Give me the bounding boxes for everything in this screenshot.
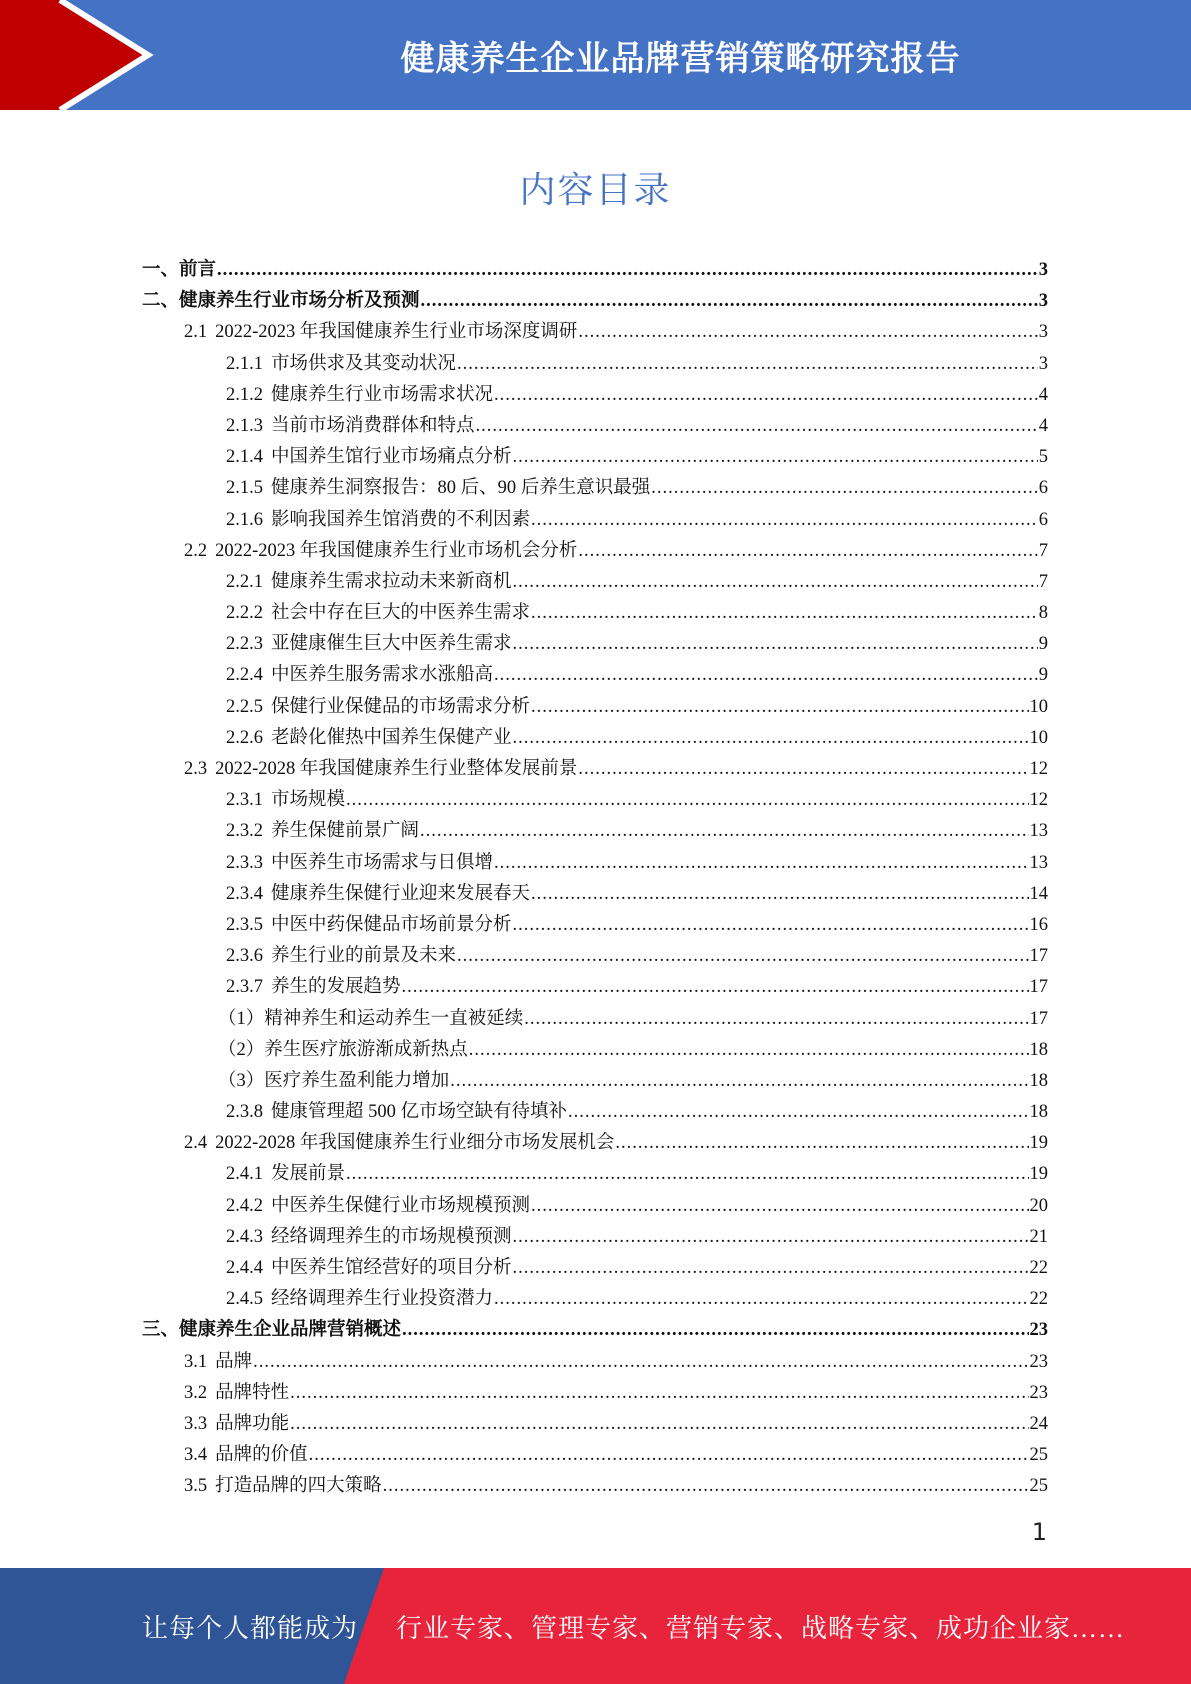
toc-entry-label bbox=[226, 972, 401, 1003]
toc-entry-number: 3.1 bbox=[184, 1351, 208, 1372]
toc-entry[interactable] bbox=[142, 1066, 1048, 1097]
toc-dot-leader bbox=[290, 1378, 1028, 1409]
toc-entry-page: 3 bbox=[1038, 322, 1048, 343]
toc-entry-text: 发展前景 bbox=[271, 1164, 346, 1185]
toc-entry-page: 17 bbox=[1029, 977, 1048, 998]
toc-entry-label bbox=[218, 1066, 450, 1097]
toc-entry-number: 2.1.6 bbox=[226, 509, 263, 530]
toc-entry-page: 20 bbox=[1029, 1195, 1048, 1216]
toc-entry-page: 12 bbox=[1029, 759, 1048, 779]
toc-entry-page: 13 bbox=[1029, 821, 1048, 842]
toc-entry[interactable] bbox=[142, 380, 1048, 411]
toc-entry-number: 2.4.3 bbox=[226, 1226, 263, 1247]
page-header bbox=[0, 0, 1191, 110]
toc-entry-page: 19 bbox=[1029, 1133, 1048, 1154]
toc-entry-text: 保健行业保健品的市场需求分析 bbox=[271, 696, 531, 717]
toc-entry-text: 打造品牌的四大策略 bbox=[215, 1476, 382, 1497]
toc-entry[interactable] bbox=[142, 1284, 1048, 1315]
toc-entry[interactable] bbox=[142, 286, 1048, 317]
toc-entry-number: 2.3.3 bbox=[226, 852, 263, 873]
toc-entry[interactable] bbox=[142, 1159, 1048, 1190]
toc-entry[interactable] bbox=[142, 1315, 1048, 1346]
toc-entry-text: 品牌功能 bbox=[215, 1413, 290, 1434]
toc-entry-number: 2.1.4 bbox=[226, 447, 263, 468]
toc-dot-leader bbox=[494, 848, 1028, 879]
header-arrow-graphic bbox=[0, 0, 200, 110]
toc-entry-text: 中医养生市场需求与日俱增 bbox=[271, 852, 494, 873]
toc-entry-page: 9 bbox=[1038, 634, 1048, 655]
toc-entry[interactable] bbox=[142, 754, 1048, 785]
toc-entry-text: 2022-2028 年我国健康养生行业整体发展前景 bbox=[215, 759, 578, 779]
toc-dot-leader bbox=[217, 255, 1038, 286]
toc-entry-page: 23 bbox=[1029, 1382, 1048, 1403]
toc-entry-number: 2.4.5 bbox=[226, 1289, 263, 1310]
toc-entry-number: 2.3.7 bbox=[226, 977, 263, 998]
toc-entry-page: 4 bbox=[1038, 415, 1048, 436]
toc-dot-leader bbox=[651, 473, 1037, 504]
toc-entry-label bbox=[226, 442, 512, 473]
toc-entry-page: 18 bbox=[1029, 1102, 1048, 1123]
toc-entry-label bbox=[184, 536, 577, 567]
toc-entry-label bbox=[184, 1378, 289, 1409]
toc-entry-number: 2.2.4 bbox=[226, 665, 263, 686]
table-of-contents bbox=[142, 255, 1048, 1503]
toc-dot-leader bbox=[513, 567, 1038, 598]
toc-entry-number: 2.3.4 bbox=[226, 883, 263, 904]
toc-entry-label bbox=[142, 1315, 401, 1346]
toc-entry-text: 2022-2023 年我国健康养生行业市场深度调研 bbox=[215, 322, 578, 343]
toc-entry-text: 中医养生服务需求水涨船高 bbox=[271, 665, 494, 686]
toc-dot-leader bbox=[402, 972, 1029, 1003]
toc-entry-label bbox=[226, 629, 512, 660]
toc-entry-text: 二、健康养生行业市场分析及预测 bbox=[142, 291, 420, 312]
toc-entry[interactable] bbox=[142, 1409, 1048, 1440]
toc-entry-label bbox=[226, 505, 530, 536]
toc-dot-leader bbox=[513, 1253, 1029, 1284]
toc-entry-text: 中医养生保健行业市场规模预测 bbox=[271, 1195, 531, 1216]
toc-dot-leader bbox=[513, 723, 1029, 754]
toc-entry-label bbox=[226, 910, 512, 941]
toc-entry-number: 2.1.3 bbox=[226, 415, 263, 436]
toc-entry-number: 2.4.2 bbox=[226, 1195, 263, 1216]
toc-entry-text: 健康养生需求拉动未来新商机 bbox=[271, 571, 512, 592]
toc-dot-leader bbox=[513, 629, 1038, 660]
toc-entry-text: 品牌特性 bbox=[215, 1382, 290, 1403]
toc-entry-label bbox=[226, 1159, 345, 1190]
toc-entry-text: 品牌的价值 bbox=[215, 1445, 308, 1466]
toc-entry-label bbox=[226, 1253, 512, 1284]
toc-entry[interactable] bbox=[142, 1191, 1048, 1222]
toc-dot-leader bbox=[346, 785, 1028, 816]
toc-entry-label bbox=[226, 816, 419, 847]
toc-dot-leader bbox=[568, 1097, 1028, 1128]
toc-dot-leader bbox=[383, 1471, 1029, 1502]
toc-entry-label bbox=[184, 1440, 308, 1471]
toc-dot-leader bbox=[524, 1004, 1028, 1035]
toc-entry-label bbox=[226, 1097, 567, 1128]
toc-dot-leader bbox=[615, 1128, 1028, 1159]
toc-dot-leader bbox=[513, 910, 1029, 941]
toc-entry[interactable] bbox=[142, 349, 1048, 380]
toc-entry-page: 8 bbox=[1038, 603, 1048, 624]
toc-entry-label bbox=[184, 1471, 382, 1502]
toc-dot-leader bbox=[513, 1222, 1029, 1253]
toc-entry-number: 2.4.1 bbox=[226, 1164, 263, 1185]
toc-entry-number: 3.3 bbox=[184, 1413, 208, 1434]
toc-entry[interactable] bbox=[142, 505, 1048, 536]
toc-entry[interactable] bbox=[142, 692, 1048, 723]
toc-entry-label bbox=[226, 692, 530, 723]
toc-entry[interactable] bbox=[142, 536, 1048, 567]
toc-entry-page: 23 bbox=[1029, 1320, 1048, 1341]
toc-entry-text: 市场规模 bbox=[271, 790, 346, 811]
toc-entry-number: 2.4.4 bbox=[226, 1258, 263, 1278]
toc-dot-leader bbox=[531, 692, 1028, 723]
toc-entry-page: 25 bbox=[1029, 1445, 1048, 1466]
toc-dot-leader bbox=[457, 941, 1028, 972]
footer-slogan-right: 行业专家、管理专家、营销专家、战略专家、成功企业家…… bbox=[396, 1613, 1126, 1643]
toc-entry-text: 一、前言 bbox=[142, 260, 217, 280]
toc-entry-number: 2.2.5 bbox=[226, 696, 263, 717]
toc-dot-leader bbox=[513, 442, 1038, 473]
toc-entry-text: 健康养生保健行业迎来发展春天 bbox=[271, 883, 531, 904]
toc-entry-label bbox=[184, 317, 577, 348]
toc-entry-page: 7 bbox=[1038, 540, 1048, 561]
toc-entry[interactable] bbox=[142, 879, 1048, 910]
toc-entry-text: 品牌 bbox=[215, 1351, 253, 1372]
toc-dot-leader bbox=[420, 816, 1028, 847]
toc-entry[interactable] bbox=[142, 723, 1048, 754]
toc-entry-number: 3.4 bbox=[184, 1445, 208, 1466]
toc-entry-label bbox=[184, 754, 577, 785]
toc-entry-label bbox=[226, 1191, 530, 1222]
toc-entry-page: 21 bbox=[1029, 1226, 1048, 1247]
toc-entry-text: 养生的发展趋势 bbox=[271, 977, 401, 998]
toc-dot-leader bbox=[494, 1284, 1028, 1315]
toc-entry-label bbox=[226, 380, 493, 411]
toc-entry-text: 健康养生行业市场需求状况 bbox=[271, 384, 494, 405]
toc-entry[interactable] bbox=[142, 1035, 1048, 1066]
toc-entry-page: 22 bbox=[1029, 1258, 1048, 1278]
toc-entry[interactable] bbox=[142, 785, 1048, 816]
toc-entry[interactable] bbox=[142, 972, 1048, 1003]
toc-entry-page: 16 bbox=[1029, 914, 1048, 935]
toc-entry-page: 14 bbox=[1029, 883, 1048, 904]
footer-slogan-left: 让每个人都能成为 bbox=[142, 1613, 359, 1643]
toc-dot-leader bbox=[450, 1066, 1028, 1097]
toc-entry[interactable] bbox=[142, 567, 1048, 598]
toc-entry-text: 2022-2028 年我国健康养生行业细分市场发展机会 bbox=[215, 1133, 615, 1154]
toc-entry-text: 养生保健前景广阔 bbox=[271, 821, 420, 842]
report-title: 健康养生企业品牌营销策略研究报告 bbox=[400, 38, 961, 79]
page-footer bbox=[0, 1568, 1191, 1684]
toc-entry[interactable] bbox=[142, 1347, 1048, 1378]
toc-dot-leader bbox=[309, 1440, 1029, 1471]
toc-entry[interactable] bbox=[142, 317, 1048, 348]
toc-entry-number: 2.2 bbox=[184, 540, 208, 561]
toc-entry-page: 5 bbox=[1038, 447, 1048, 468]
toc-entry-label bbox=[184, 1128, 614, 1159]
toc-entry[interactable] bbox=[142, 411, 1048, 442]
toc-entry-page: 18 bbox=[1029, 1039, 1048, 1060]
toc-entry[interactable] bbox=[142, 442, 1048, 473]
toc-entry-number: 2.3 bbox=[184, 759, 208, 779]
toc-entry-label bbox=[226, 349, 456, 380]
toc-entry[interactable] bbox=[142, 1378, 1048, 1409]
toc-dot-leader bbox=[290, 1409, 1028, 1440]
toc-entry-label bbox=[226, 1222, 512, 1253]
toc-entry-text: 市场供求及其变动状况 bbox=[271, 353, 457, 374]
toc-entry-text: 健康养生洞察报告：80 后、90 后养生意识最强 bbox=[271, 478, 651, 499]
toc-entry-label bbox=[226, 567, 512, 598]
toc-entry-label bbox=[218, 1035, 468, 1066]
toc-entry[interactable] bbox=[142, 1440, 1048, 1471]
toc-entry[interactable] bbox=[142, 1004, 1048, 1035]
toc-entry[interactable] bbox=[142, 816, 1048, 847]
toc-entry-text: 经络调理养生的市场规模预测 bbox=[271, 1226, 512, 1247]
toc-entry-label bbox=[184, 1409, 289, 1440]
toc-entry-page: 3 bbox=[1038, 260, 1048, 280]
toc-entry-page: 17 bbox=[1029, 1008, 1048, 1029]
toc-entry-text: 社会中存在巨大的中医养生需求 bbox=[271, 603, 531, 624]
toc-entry[interactable] bbox=[142, 1253, 1048, 1284]
toc-entry-label bbox=[142, 255, 216, 286]
toc-entry-number: 2.1.2 bbox=[226, 384, 263, 405]
toc-entry-page: 17 bbox=[1029, 946, 1048, 967]
toc-entry-label bbox=[184, 1347, 252, 1378]
toc-entry-number: 2.2.6 bbox=[226, 727, 263, 748]
toc-dot-leader bbox=[476, 411, 1038, 442]
toc-entry[interactable] bbox=[142, 598, 1048, 629]
toc-entry-text: （1）精神养生和运动养生一直被延续 bbox=[218, 1008, 524, 1029]
toc-entry-number: 3.2 bbox=[184, 1382, 208, 1403]
toc-entry[interactable] bbox=[142, 255, 1048, 286]
toc-entry-page: 9 bbox=[1038, 665, 1048, 686]
toc-dot-leader bbox=[531, 1191, 1028, 1222]
toc-entry-label bbox=[226, 848, 493, 879]
toc-entry-number: 2.2.2 bbox=[226, 603, 263, 624]
toc-entry-label bbox=[226, 785, 345, 816]
toc-entry-label bbox=[226, 941, 456, 972]
toc-dot-leader bbox=[402, 1315, 1028, 1346]
toc-dot-leader bbox=[531, 505, 1038, 536]
toc-entry-page: 19 bbox=[1029, 1164, 1048, 1185]
toc-entry-page: 13 bbox=[1029, 852, 1048, 873]
toc-entry-text: 影响我国养生馆消费的不利因素 bbox=[271, 509, 531, 530]
page-number: 1 bbox=[1031, 1518, 1047, 1546]
toc-entry-page: 10 bbox=[1029, 696, 1048, 717]
toc-entry-page: 18 bbox=[1029, 1070, 1048, 1091]
toc-dot-leader bbox=[469, 1035, 1029, 1066]
toc-dot-leader bbox=[494, 380, 1038, 411]
toc-dot-leader bbox=[578, 754, 1028, 785]
toc-entry-label bbox=[218, 1004, 524, 1035]
toc-entry[interactable] bbox=[142, 660, 1048, 691]
toc-heading: 内容目录 bbox=[519, 170, 672, 211]
toc-entry-number: 3.5 bbox=[184, 1476, 208, 1497]
toc-entry-label bbox=[226, 879, 530, 910]
toc-entry-text: 养生行业的前景及未来 bbox=[271, 946, 457, 967]
toc-entry-number: 2.2.1 bbox=[226, 571, 263, 592]
toc-entry-label bbox=[226, 411, 475, 442]
toc-entry-page: 7 bbox=[1038, 571, 1048, 592]
toc-dot-leader bbox=[578, 317, 1037, 348]
toc-entry-number: 2.3.6 bbox=[226, 946, 263, 967]
toc-entry-text: 中医养生馆经营好的项目分析 bbox=[271, 1258, 512, 1278]
toc-entry-label bbox=[226, 660, 493, 691]
toc-entry[interactable] bbox=[142, 941, 1048, 972]
toc-entry[interactable] bbox=[142, 473, 1048, 504]
toc-entry-label bbox=[226, 1284, 493, 1315]
toc-dot-leader bbox=[457, 349, 1038, 380]
toc-entry[interactable] bbox=[142, 1128, 1048, 1159]
toc-entry-text: 老龄化催热中国养生保健产业 bbox=[271, 727, 512, 748]
toc-entry-number: 2.1.5 bbox=[226, 478, 263, 499]
toc-entry-text: 中国养生馆行业市场痛点分析 bbox=[271, 447, 512, 468]
toc-entry-number: 2.2.3 bbox=[226, 634, 263, 655]
toc-entry-number: 2.1.1 bbox=[226, 353, 263, 374]
toc-entry-number: 2.3.5 bbox=[226, 914, 263, 935]
toc-entry-text: 亚健康催生巨大中医养生需求 bbox=[271, 634, 512, 655]
toc-entry-label bbox=[226, 473, 650, 504]
toc-entry-page: 22 bbox=[1029, 1289, 1048, 1310]
toc-entry-page: 4 bbox=[1038, 384, 1048, 405]
toc-dot-leader bbox=[578, 536, 1037, 567]
toc-entry-page: 3 bbox=[1038, 353, 1048, 374]
toc-entry[interactable] bbox=[142, 848, 1048, 879]
toc-entry-number: 2.3.2 bbox=[226, 821, 263, 842]
toc-entry-page: 3 bbox=[1038, 291, 1048, 312]
toc-entry-text: 中医中药保健品市场前景分析 bbox=[271, 914, 512, 935]
toc-entry-number: 2.3.8 bbox=[226, 1102, 263, 1123]
toc-entry[interactable] bbox=[142, 1222, 1048, 1253]
toc-entry-text: （3）医疗养生盈利能力增加 bbox=[218, 1070, 450, 1091]
toc-entry-page: 23 bbox=[1029, 1351, 1048, 1372]
toc-entry-number: 2.1 bbox=[184, 322, 208, 343]
toc-entry-text: 经络调理养生行业投资潜力 bbox=[271, 1289, 494, 1310]
toc-dot-leader bbox=[531, 879, 1028, 910]
toc-entry-label bbox=[142, 286, 420, 317]
toc-entry-page: 6 bbox=[1038, 478, 1048, 499]
toc-dot-leader bbox=[253, 1347, 1028, 1378]
toc-entry-text: 2022-2023 年我国健康养生行业市场机会分析 bbox=[215, 540, 578, 561]
toc-entry-page: 12 bbox=[1029, 790, 1048, 811]
toc-entry[interactable] bbox=[142, 1471, 1048, 1502]
toc-dot-leader bbox=[494, 660, 1038, 691]
toc-entry-page: 25 bbox=[1029, 1476, 1048, 1497]
toc-entry-page: 24 bbox=[1029, 1413, 1048, 1434]
toc-entry-text: （2）养生医疗旅游渐成新热点 bbox=[218, 1039, 468, 1060]
toc-dot-leader bbox=[346, 1159, 1028, 1190]
toc-entry-label bbox=[226, 598, 530, 629]
toc-entry[interactable] bbox=[142, 1097, 1048, 1128]
toc-entry-text: 当前市场消费群体和特点 bbox=[271, 415, 475, 436]
toc-entry-page: 10 bbox=[1029, 727, 1048, 748]
toc-entry-text: 健康管理超 500 亿市场空缺有待填补 bbox=[271, 1102, 568, 1123]
toc-entry[interactable] bbox=[142, 910, 1048, 941]
toc-dot-leader bbox=[531, 598, 1038, 629]
toc-entry-page: 6 bbox=[1038, 509, 1048, 530]
toc-entry-label bbox=[226, 723, 512, 754]
toc-entry-number: 2.3.1 bbox=[226, 790, 263, 811]
toc-dot-leader bbox=[421, 286, 1038, 317]
toc-entry[interactable] bbox=[142, 629, 1048, 660]
toc-entry-number: 2.4 bbox=[184, 1133, 208, 1154]
toc-entry-text: 三、健康养生企业品牌营销概述 bbox=[142, 1320, 402, 1341]
